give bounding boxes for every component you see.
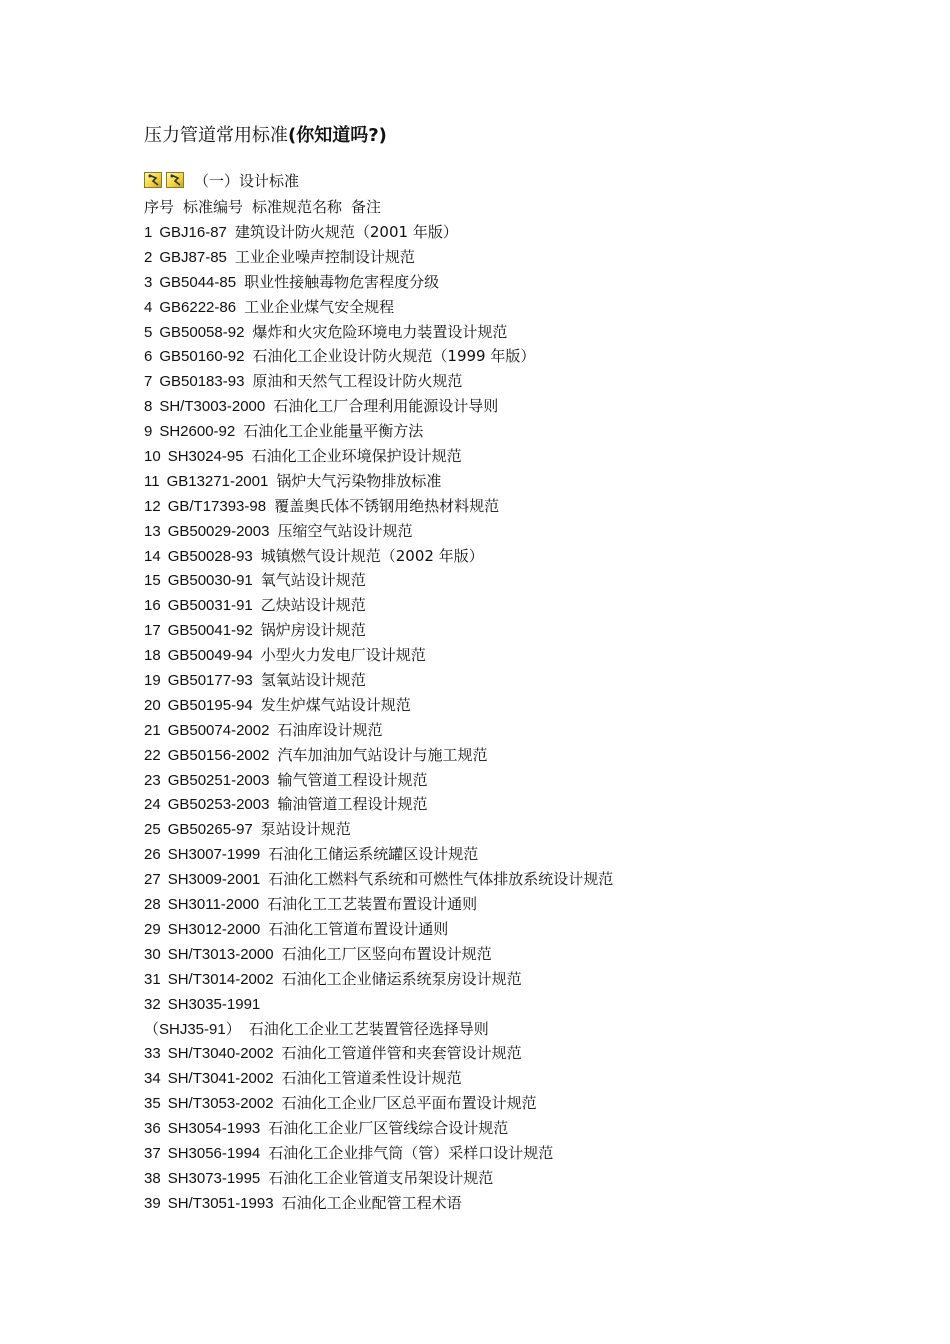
standard-name: 石油化工管道柔性设计规范 <box>281 1069 462 1088</box>
row-number: 37 <box>144 1144 161 1162</box>
list-item <box>144 295 924 320</box>
standard-name: 氧气站设计规范 <box>260 571 366 590</box>
standard-name: 石油化工厂区竖向布置设计规范 <box>281 944 492 963</box>
list-item <box>144 444 924 469</box>
row-number: 5 <box>144 323 153 341</box>
standard-name: 石油化工企业厂区管线综合设计规范 <box>268 1119 509 1138</box>
standard-code: GB50028-93 <box>167 547 253 565</box>
table-header <box>144 196 390 218</box>
list-item <box>144 668 924 693</box>
list-item <box>144 394 924 419</box>
standard-name: 锅炉大气污染物排放标准 <box>276 471 442 490</box>
list-item <box>144 892 924 917</box>
standard-name: 石油化工企业管道支吊架设计规范 <box>268 1168 494 1187</box>
row-number: 30 <box>144 945 161 963</box>
standard-code: GB50195-94 <box>167 696 253 714</box>
list-item <box>144 967 924 992</box>
standard-name: 石油化工管道伴管和夹套管设计规范 <box>281 1044 522 1063</box>
flag-icon <box>144 172 162 188</box>
list-item <box>144 743 924 768</box>
standard-name: 爆炸和火灾危险环境电力装置设计规范 <box>252 322 508 341</box>
list-item <box>144 1091 924 1116</box>
standard-code: （SHJ35-91） <box>144 1020 241 1038</box>
list-item <box>144 618 924 643</box>
standard-code: SH/T3053-2002 <box>167 1095 274 1113</box>
standard-code: SH2600-92 <box>159 423 236 441</box>
header-remark: 备注 <box>351 198 382 216</box>
standard-code: SH/T3040-2002 <box>167 1045 274 1063</box>
standard-name: 小型火力发电厂设计规范 <box>260 646 426 665</box>
standard-code: SH3009-2001 <box>167 871 261 889</box>
standard-name: 石油化工燃料气系统和可燃性气体排放系统设计规范 <box>268 870 614 889</box>
row-number: 16 <box>144 597 161 615</box>
row-number: 4 <box>144 298 153 316</box>
standard-code: GB50183-93 <box>159 373 245 391</box>
row-number: 11 <box>144 472 160 490</box>
standard-code: SH/T3041-2002 <box>167 1070 274 1088</box>
row-number: 34 <box>144 1070 161 1088</box>
row-number: 18 <box>144 647 161 665</box>
row-number: 14 <box>144 547 161 565</box>
standard-name: 石油化工企业能量平衡方法 <box>243 422 424 441</box>
standard-name: 压缩空气站设计规范 <box>277 521 413 540</box>
list-item <box>144 817 924 842</box>
list-item <box>144 544 924 569</box>
row-number: 29 <box>144 920 161 938</box>
standard-name: 输气管道工程设计规范 <box>277 770 428 789</box>
list-item <box>144 344 924 369</box>
header-code: 标准编号 <box>183 198 244 216</box>
standard-name: 石油化工企业环境保护设计规范 <box>251 447 462 466</box>
row-number: 12 <box>144 497 161 515</box>
list-item <box>144 519 924 544</box>
standard-name: 汽车加油加气站设计与施工规范 <box>277 745 488 764</box>
standard-code: SH3073-1995 <box>167 1169 261 1187</box>
standard-name: 发生炉煤气站设计规范 <box>260 695 411 714</box>
standard-name: 锅炉房设计规范 <box>260 621 366 640</box>
standard-code: SH3024-95 <box>167 448 244 466</box>
list-item <box>144 917 924 942</box>
standard-code: SH/T3013-2000 <box>167 945 274 963</box>
standards-list <box>144 220 924 1216</box>
row-number: 23 <box>144 771 161 789</box>
standard-code: GB50177-93 <box>167 672 253 690</box>
standard-code: GB50253-2003 <box>167 796 270 814</box>
list-item <box>144 643 924 668</box>
header-number: 序号 <box>144 198 175 216</box>
row-number: 8 <box>144 398 153 416</box>
list-item <box>144 1041 924 1066</box>
row-number: 1 <box>144 224 153 241</box>
list-item <box>144 494 924 519</box>
standard-name: 工业企业噪声控制设计规范 <box>234 247 415 266</box>
standard-name: 建筑设计防火规范（2001 年版） <box>234 223 458 241</box>
list-item <box>144 792 924 817</box>
row-number: 31 <box>144 970 161 988</box>
row-number: 7 <box>144 373 153 391</box>
standard-code: SH/T3051-1993 <box>167 1194 274 1212</box>
row-number: 39 <box>144 1194 161 1212</box>
standard-code: GB50041-92 <box>167 622 253 640</box>
standard-code: SH3056-1994 <box>167 1144 261 1162</box>
standard-code: GBJ87-85 <box>159 248 227 266</box>
standard-code: GBJ16-87 <box>159 224 227 241</box>
standard-code: SH3011-2000 <box>167 896 260 914</box>
list-item <box>144 1141 924 1166</box>
list-item <box>144 1066 924 1091</box>
list-item <box>144 693 924 718</box>
list-item <box>144 867 924 892</box>
row-number: 28 <box>144 896 161 914</box>
list-item <box>144 568 924 593</box>
list-item <box>144 942 924 967</box>
standard-name: 石油化工管道布置设计通则 <box>268 919 449 938</box>
list-item <box>144 1166 924 1191</box>
row-number: 35 <box>144 1095 161 1113</box>
standard-code: SH3012-2000 <box>167 920 261 938</box>
standard-code: SH3007-1999 <box>167 846 261 864</box>
standard-code: SH/T3003-2000 <box>159 398 266 416</box>
list-item <box>144 718 924 743</box>
standard-code: GB50058-92 <box>159 323 245 341</box>
standard-code: GB50265-97 <box>167 821 253 839</box>
row-number: 38 <box>144 1169 161 1187</box>
standard-name: 石油化工企业配管工程术语 <box>281 1193 462 1212</box>
list-item <box>144 245 924 270</box>
list-item <box>144 768 924 793</box>
standard-name: 石油化工企业排气筒（管）采样口设计规范 <box>268 1143 554 1162</box>
row-number: 10 <box>144 448 161 466</box>
standard-name: 氢氧站设计规范 <box>260 671 366 690</box>
standard-name: 输油管道工程设计规范 <box>277 795 428 814</box>
standard-name: 泵站设计规范 <box>260 820 351 839</box>
row-number: 24 <box>144 796 161 814</box>
row-number: 27 <box>144 871 161 889</box>
standard-code: GB50074-2002 <box>167 721 270 739</box>
standard-code: GB50049-94 <box>167 647 253 665</box>
row-number: 6 <box>144 348 153 366</box>
list-item <box>144 320 924 345</box>
standard-code: GB/T17393-98 <box>167 497 267 515</box>
standard-code: GB50160-92 <box>159 348 245 366</box>
list-item <box>144 1191 924 1216</box>
standard-code: GB50031-91 <box>167 597 253 615</box>
standard-name: 石油库设计规范 <box>277 720 383 739</box>
standard-code: GB50156-2002 <box>167 746 270 764</box>
standard-code: GB50030-91 <box>167 572 253 590</box>
standard-code: SH3054-1993 <box>167 1120 261 1138</box>
document-title <box>144 124 387 148</box>
list-item <box>144 1017 924 1042</box>
row-number: 15 <box>144 572 161 590</box>
standard-code: SH3035-1991 <box>167 995 261 1013</box>
standard-name: 石油化工企业设计防火规范（1999 年版） <box>252 347 536 366</box>
list-item <box>144 369 924 394</box>
row-number: 26 <box>144 846 161 864</box>
standard-code: GB50251-2003 <box>167 771 270 789</box>
header-name: 标准规范名称 <box>252 198 343 216</box>
standard-name: 石油化工工艺装置布置设计通则 <box>267 895 478 914</box>
standard-name: 覆盖奥氏体不锈钢用绝热材料规范 <box>274 496 500 515</box>
row-number: 25 <box>144 821 161 839</box>
list-item <box>144 842 924 867</box>
standard-name: 城镇燃气设计规范（2002 年版） <box>260 546 484 565</box>
list-item <box>144 593 924 618</box>
row-number: 2 <box>144 248 153 266</box>
row-number: 20 <box>144 696 161 714</box>
list-item <box>144 220 924 245</box>
standard-name: 职业性接触毒物危害程度分级 <box>244 272 440 291</box>
standard-code: GB5044-85 <box>159 273 237 291</box>
section-label: （一）设计标准 <box>194 171 300 190</box>
row-number: 32 <box>144 995 161 1013</box>
standard-name: 乙炔站设计规范 <box>260 596 366 615</box>
standard-name: 石油化工企业工艺装置管径选择导则 <box>248 1019 489 1038</box>
standard-code: GB13271-2001 <box>166 472 269 490</box>
row-number: 19 <box>144 672 161 690</box>
list-item <box>144 1116 924 1141</box>
row-number: 3 <box>144 273 153 291</box>
standard-name: 石油化工企业储运系统泵房设计规范 <box>281 969 522 988</box>
standard-code: GB50029-2003 <box>167 522 270 540</box>
row-number: 17 <box>144 622 161 640</box>
standard-code: GB6222-86 <box>159 298 237 316</box>
standard-name: 石油化工厂合理利用能源设计导则 <box>273 397 499 416</box>
standard-name: 工业企业煤气安全规程 <box>244 297 395 316</box>
row-number: 13 <box>144 522 161 540</box>
row-number: 21 <box>144 721 161 739</box>
row-number: 36 <box>144 1120 161 1138</box>
row-number: 22 <box>144 746 161 764</box>
standard-name: 石油化工储运系统罐区设计规范 <box>268 845 479 864</box>
row-number: 9 <box>144 423 153 441</box>
list-item <box>144 469 924 494</box>
list-item <box>144 419 924 444</box>
section-heading <box>144 169 299 191</box>
flag-icon <box>166 172 184 188</box>
row-number: 33 <box>144 1045 161 1063</box>
title-suffix: (你知道吗?) <box>288 125 387 146</box>
standard-name: 石油化工企业厂区总平面布置设计规范 <box>281 1094 537 1113</box>
title-text: 压力管道常用标准 <box>144 125 288 146</box>
list-item <box>144 992 924 1017</box>
list-item <box>144 270 924 295</box>
standard-name: 原油和天然气工程设计防火规范 <box>252 372 463 391</box>
standard-code: SH/T3014-2002 <box>167 970 274 988</box>
